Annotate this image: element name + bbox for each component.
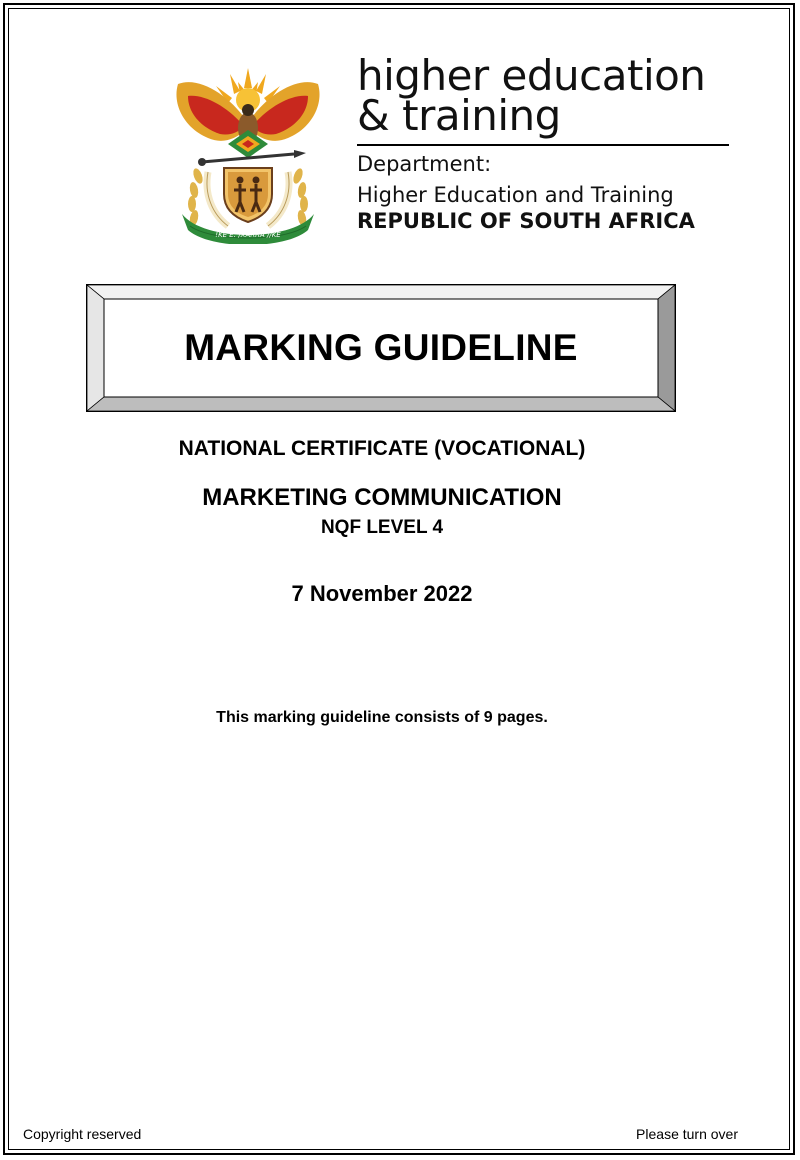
page-count-note: This marking guideline consists of 9 pages. [216,709,548,726]
department-name: Higher Education and Training [357,183,674,207]
footer-copyright: Copyright reserved [23,1126,142,1142]
brand-line-training: & training [357,91,561,140]
page-title: MARKING GUIDELINE [184,327,578,368]
department-branding [357,51,737,234]
title-box [86,284,676,412]
country-name: REPUBLIC OF SOUTH AFRICA [357,209,695,233]
coat-of-arms-icon [168,64,328,244]
nqf-level: NQF LEVEL 4 [320,517,444,538]
motto-text: !KE E: /XARRA //KE [215,231,281,239]
exam-date: 7 November 2022 [291,581,473,606]
coat-of-arms-logo [168,64,328,244]
certificate-heading: NATIONAL CERTIFICATE (VOCATIONAL) [178,437,586,460]
subject-heading: MARKETING COMMUNICATION [202,484,562,511]
brand-divider [357,144,729,146]
footer-turn-over: Please turn over [636,1126,738,1142]
brand-line-higher-education: higher education [357,51,706,100]
department-label: Department: [357,152,492,176]
